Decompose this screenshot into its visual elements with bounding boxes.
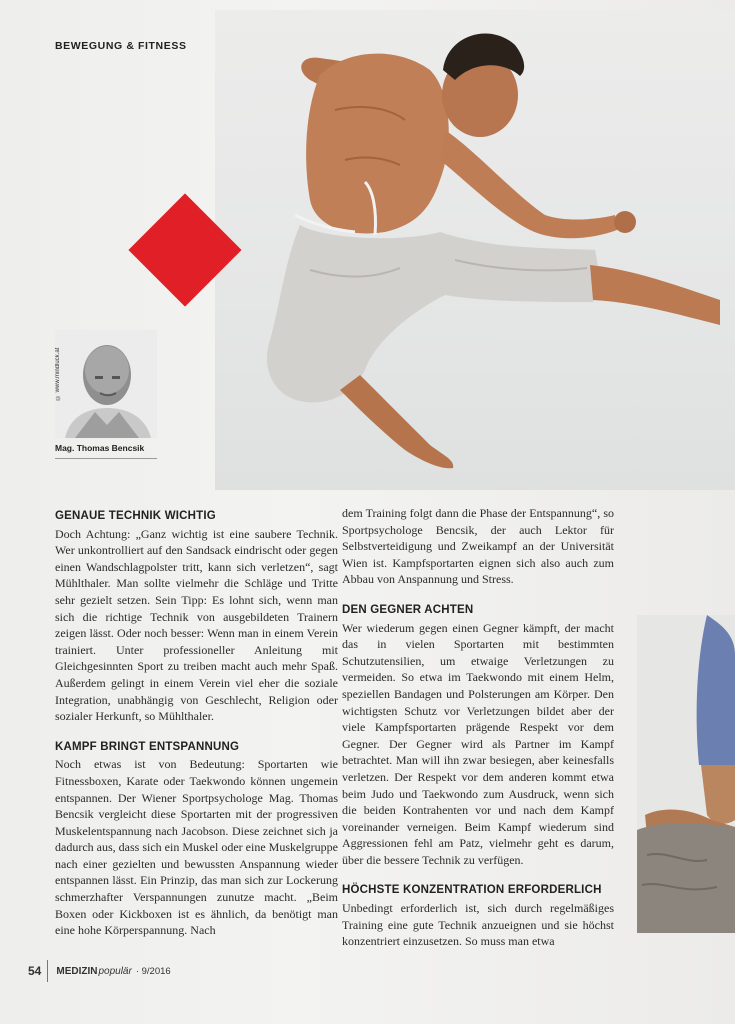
martial-artist-illustration [215,10,735,490]
portrait-credit: © www.mindluck.at [55,347,61,400]
paragraph-gegner-achten: Wer wiederum gegen einen Gegner kämpft, der macht das in vielen Sportarten mit bestimmten Schutzutensilien, um etwaige Verletzungen zu vermeiden. So etwa im Taekwondo mit einem Helm, speziellen Bandagen und Polsterungen am Körper. Den wichtigsten Schutz vor Verletzungen bildet aber der viele Kampfsportarten prägende Respekt vor dem Gegner. Der Gegner wird als Partner im Kampf betrachtet. Man will ihn zwar besiegen, aber keinesfalls verletzen. Der Respekt vor dem anderen kommt etwa beim Judo und Taekwondo zum Ausdruck, wenn sich die beiden Kontrahenten vor und nach dem Kampf voreinander verneigen. Beim Kampf wiederum sind Aggressionen fehl am Patz, vielmehr geht es darum, über die bessere Technik zu verfügen. [342,620,614,867]
footer-divider [47,960,48,982]
magazine-issue: · 9/2016 [135,965,171,977]
portrait-photo [55,330,157,438]
side-figure-illustration [637,615,735,933]
magazine-subtitle: populär [98,965,132,977]
side-photo [637,615,735,933]
paragraph-konzentration: Unbedingt erforderlich ist, sich durch regelmäßiges Training eine gute Technik anzueignen und sie höchst konzentriert einzusetzen. So muss man etwa [342,901,614,949]
article-column-1 [55,508,338,953]
paragraph-kampf-entspannung: Noch etwas ist von Bedeutung: Sportarten wie Fitnessboxen, Karate oder Taekwondo können ungemein entspannen. Der Wiener Sportpsychologe Mag. Thomas Bencsik vergleicht diese Sportarten mit der progressiven Muskelentspannung nach Jacobson. Diese zeichnet sich ja dadurch aus, dass sich ein Muskel oder eine Muskelgruppe nach einer gezielten und bewussten Anspannung wieder entspannen lässt. Ein Prinzip, das man sich zur Lockerung schmerzhafter Verspannungen zunutze macht. „Beim Boxen oder Kickboxen ist es ähnlich, da benötigt man eine hohe Körperspannung. Nach [55,757,338,938]
heading-genaue-technik: GENAUE TECHNIK WICHTIG [55,510,216,522]
portrait-caption: Mag. Thomas Bencsik [55,443,145,453]
page-number: 54 [28,964,42,978]
page-footer [28,961,171,981]
heading-konzentration: HÖCHSTE KONZENTRATION ERFORDERLICH [342,884,602,897]
portrait-illustration [55,330,157,438]
heading-kampf-entspannung: KAMPF BRINGT ENTSPANNUNG [55,740,240,753]
heading-gegner-achten: DEN GEGNER ACHTEN [342,603,474,616]
caption-divider [55,458,157,459]
section-label: BEWEGUNG & FITNESS [55,40,187,52]
article-column-2 [342,505,614,964]
hero-photo [215,10,735,490]
paragraph-genaue-technik: Doch Achtung: „Ganz wichtig ist eine saubere Technik. Wer unkontrolliert auf den Sandsack eindrischt oder gegen einen Wandschlagpolster tritt, kann sich verletzen“, sagt Mühlthaler. Man sollte vielmehr die Schläge und Tritte sehr gezielt setzen. Sein Tipp: Es lohnt sich, wenn man sich die richtige Technik von ausgebildeten Trainern zeigen lässt. Oder noch besser: Wenn man in einem Verein trainiert. Unter professioneller Anleitung mit Gleichgesinnten Sport zu treiben macht auch mehr Spaß. Außerdem gelingt in einem Verein viel eher die soziale Integration, unabhängig von Geschlecht, Religion oder sozialer Herkunft, so Mühlthaler. [55,526,338,724]
magazine-brand: MEDIZIN [56,965,98,977]
paragraph-continuation: dem Training folgt dann die Phase der Entspannung“, so Sportpsychologe Bencsik, der auch Lektor für Selbstverteidigung und Zweikampf an der Universität Wien ist. Kampfsportarten eignen sich also auch zum Abbau von Anspannung und Stress. [342,506,614,587]
